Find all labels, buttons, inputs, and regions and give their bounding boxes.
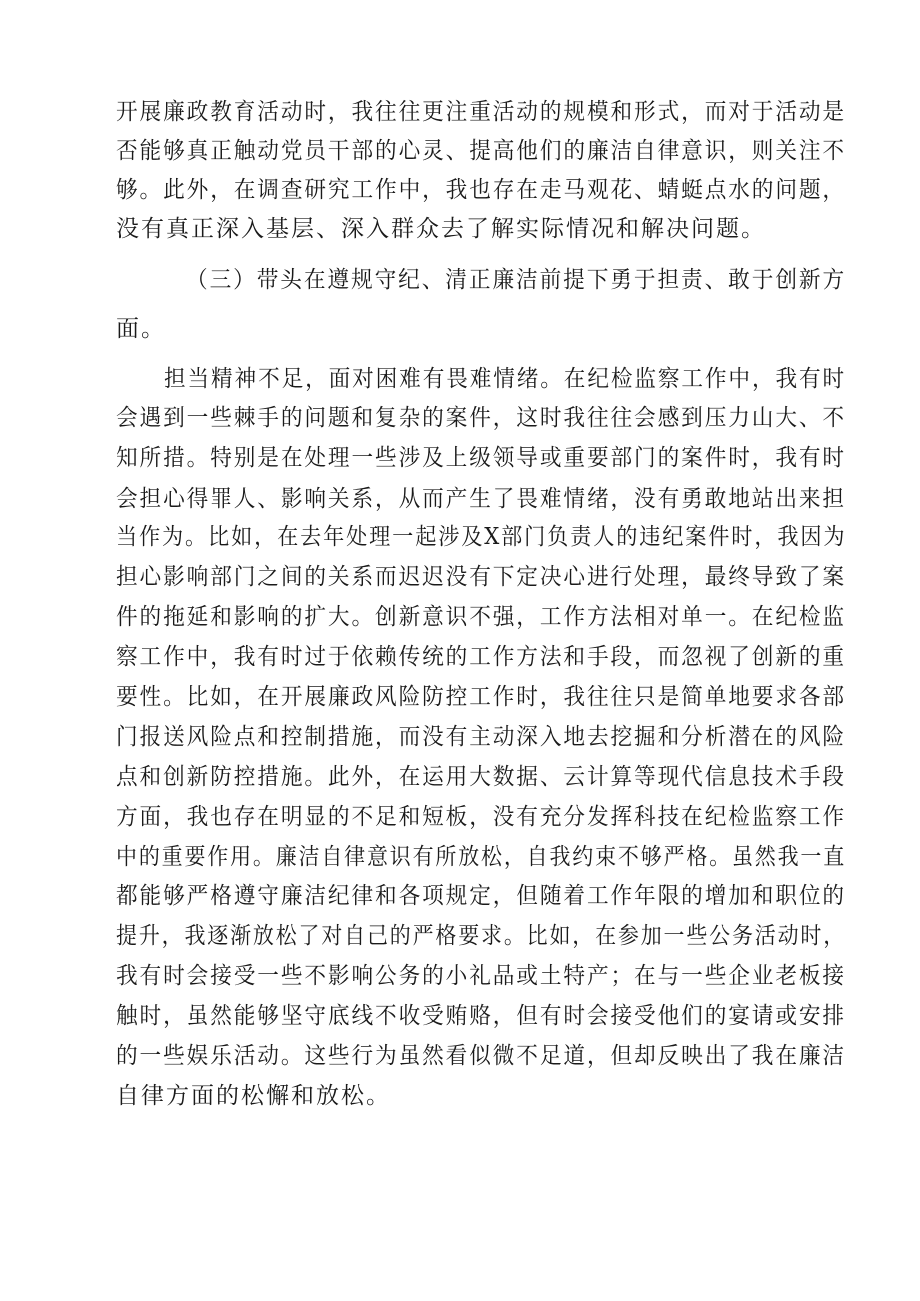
text-line: 触时，虽然能够坚守底线不收受贿赂，但有时会接受他们的宴请或安排 (116, 1003, 846, 1029)
text-line: 门报送风险点和控制措施，而没有主动深入地去挖掘和分析潜在的风险 (116, 724, 846, 750)
text-line: 我有时会接受一些不影响公务的小礼品或土特产；在与一些企业老板接 (116, 963, 846, 989)
text-line: 方面，我也存在明显的不足和短板，没有充分发挥科技在纪检监察工作 (116, 804, 846, 830)
text-line: 要性。比如，在开展廉政风险防控工作时，我往往只是简单地要求各部 (116, 684, 846, 710)
section-heading-continued: 面。 (116, 316, 166, 342)
text-line: 知所措。特别是在处理一些涉及上级领导或重要部门的案件时，我有时 (116, 445, 846, 471)
text-line: 当作为。比如，在去年处理一起涉及X部门负责人的违纪案件时，我因为 (116, 524, 847, 550)
text-line: 都能够严格遵守廉洁纪律和各项规定，但随着工作年限的增加和职位的 (116, 883, 846, 909)
text-line: 没有真正深入基层、深入群众去了解实际情况和解决问题。 (116, 216, 766, 242)
text-line: 件的拖延和影响的扩大。创新意识不强，工作方法相对单一。在纪检监 (116, 604, 846, 630)
text-line: 会遇到一些棘手的问题和复杂的案件，这时我往往会感到压力山大、不 (116, 405, 846, 431)
text-line: 察工作中，我有时过于依赖传统的工作方法和手段，而忽视了创新的重 (116, 644, 846, 670)
text-line: 够。此外，在调查研究工作中，我也存在走马观花、蜻蜓点水的问题， (116, 177, 846, 203)
text-line: 提升，我逐渐放松了对自己的严格要求。比如，在参加一些公务活动时， (116, 923, 846, 949)
text-line: 会担心得罪人、影响关系，从而产生了畏难情绪，没有勇敢地站出来担 (116, 486, 846, 512)
paragraph-first-line: 担当精神不足，面对困难有畏难情绪。在纪检监察工作中，我有时 (164, 366, 847, 392)
section-heading: （三）带头在遵规守纪、清正廉洁前提下勇于担责、敢于创新方 (186, 267, 847, 293)
text-line: 自律方面的松懈和放松。 (116, 1083, 391, 1109)
text-line: 点和创新防控措施。此外，在运用大数据、云计算等现代信息技术手段 (116, 764, 846, 790)
text-line: 开展廉政教育活动时，我往往更注重活动的规模和形式，而对于活动是 (116, 99, 846, 125)
text-line: 中的重要作用。廉洁自律意识有所放松，自我约束不够严格。虽然我一直 (116, 844, 846, 870)
text-line: 的一些娱乐活动。这些行为虽然看似微不足道，但却反映出了我在廉洁 (116, 1043, 846, 1069)
text-line: 担心影响部门之间的关系而迟迟没有下定决心进行处理，最终导致了案 (116, 564, 846, 590)
text-line: 否能够真正触动党员干部的心灵、提高他们的廉洁自律意识，则关注不 (116, 138, 846, 164)
